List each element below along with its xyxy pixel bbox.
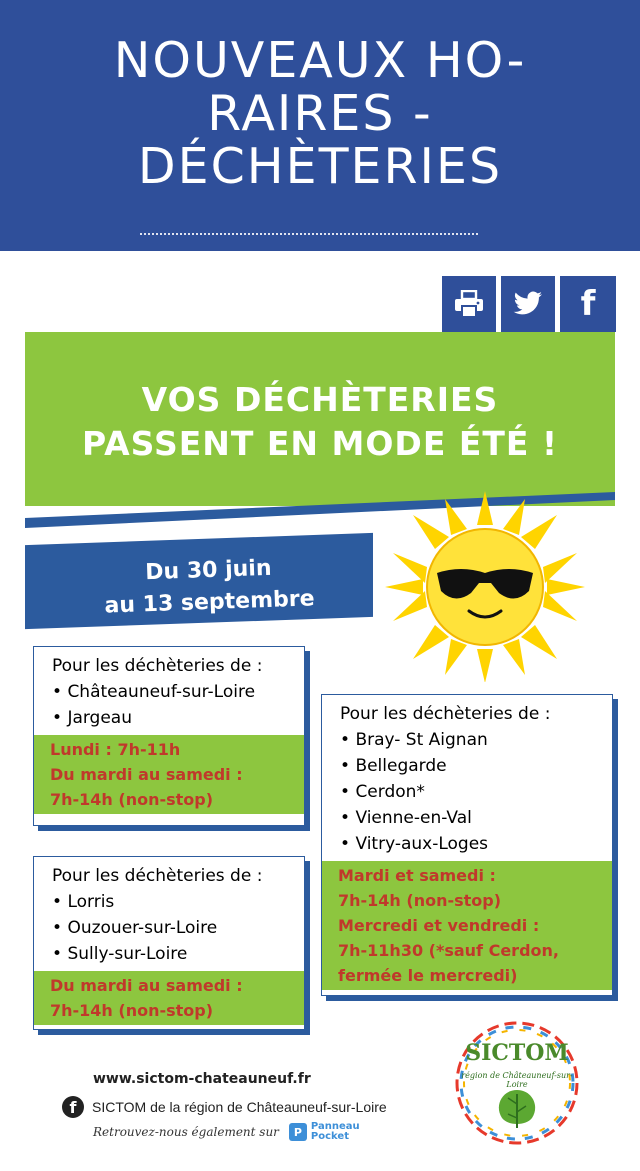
hours-line: Mercredi et vendredi : bbox=[338, 916, 540, 935]
facebook-page-link[interactable] bbox=[62, 1096, 387, 1118]
hours-line: 7h-11h30 (*sauf Cerdon, bbox=[338, 941, 559, 960]
hours-line: Du mardi au samedi : bbox=[50, 765, 243, 784]
list-item: • Sully-sur-Loire bbox=[52, 941, 304, 967]
card-title: Pour les déchèteries de : bbox=[52, 656, 263, 676]
twitter-share-button[interactable] bbox=[501, 276, 555, 332]
site-list bbox=[322, 727, 612, 857]
list-item: • Châteauneuf-sur-Loire bbox=[52, 679, 304, 705]
date-range bbox=[78, 550, 340, 623]
facebook-share-button[interactable] bbox=[560, 276, 616, 332]
title-divider bbox=[140, 233, 478, 235]
title-line-3: DÉCHÈTERIES bbox=[137, 138, 503, 195]
panneau-pocket-icon: P bbox=[289, 1123, 307, 1141]
card-chateauneuf-jargeau bbox=[33, 646, 305, 826]
hours-line: fermée le mercredi) bbox=[338, 966, 518, 985]
date-line-1: Du 30 juin bbox=[144, 555, 272, 586]
logo-title: SICTOM bbox=[465, 1040, 569, 1066]
opening-hours bbox=[34, 735, 304, 814]
list-item: • Cerdon* bbox=[340, 779, 612, 805]
title-line-2: RAIRES - bbox=[207, 85, 433, 142]
opening-hours bbox=[34, 971, 304, 1025]
card-bray-bellegarde-cerdon bbox=[321, 694, 613, 996]
list-item: • Lorris bbox=[52, 889, 304, 915]
card-title: Pour les déchèteries de : bbox=[52, 866, 263, 886]
sictom-logo bbox=[452, 1018, 582, 1148]
hours-line: 7h-14h (non-stop) bbox=[50, 1001, 214, 1020]
card-title: Pour les déchèteries de : bbox=[340, 704, 551, 724]
card-lorris-ouzouer-sully bbox=[33, 856, 305, 1030]
title-line-1: NOUVEAUX HO- bbox=[113, 32, 527, 89]
panneau-pocket-line bbox=[93, 1122, 360, 1142]
hours-line: 7h-14h (non-stop) bbox=[50, 790, 214, 809]
headline-line-2: PASSENT EN MODE ÉTÉ ! bbox=[81, 424, 558, 463]
hours-line: Lundi : 7h-11h bbox=[50, 740, 181, 759]
date-line-2: au 13 septembre bbox=[104, 586, 315, 619]
print-icon bbox=[454, 290, 484, 318]
headline-line-1: VOS DÉCHÈTERIES bbox=[141, 380, 499, 419]
list-item: • Bellegarde bbox=[340, 753, 612, 779]
facebook-page-name: SICTOM de la région de Châteauneuf-sur-Loire bbox=[92, 1099, 387, 1115]
site-list bbox=[34, 889, 304, 967]
list-item: • Vitry-aux-Loges bbox=[340, 831, 612, 857]
retrouvez-text: Retrouvez-nous également sur bbox=[93, 1125, 279, 1139]
print-button[interactable] bbox=[442, 276, 496, 332]
facebook-icon: f bbox=[62, 1096, 84, 1118]
list-item: • Vienne-en-Val bbox=[340, 805, 612, 831]
panneau-pocket-logo bbox=[289, 1122, 360, 1142]
hours-line: Du mardi au samedi : bbox=[50, 976, 243, 995]
hours-line: Mardi et samedi : bbox=[338, 866, 496, 885]
facebook-icon: f bbox=[580, 284, 596, 324]
panneau-pocket-text bbox=[311, 1122, 360, 1142]
list-item: • Bray- St Aignan bbox=[340, 727, 612, 753]
site-list bbox=[34, 679, 304, 731]
website-link[interactable]: www.sictom-chateauneuf.fr bbox=[93, 1071, 311, 1087]
logo-subtitle: région de Châteauneuf-sur-Loire bbox=[461, 1071, 573, 1089]
list-item: • Ouzouer-sur-Loire bbox=[52, 915, 304, 941]
opening-hours bbox=[322, 861, 612, 990]
hours-line: 7h-14h (non-stop) bbox=[338, 891, 502, 910]
page-header bbox=[0, 0, 640, 251]
sun-with-sunglasses-icon bbox=[373, 482, 603, 682]
twitter-icon bbox=[513, 291, 543, 317]
page-title bbox=[0, 34, 640, 193]
panneau-word: Panneau bbox=[310, 1121, 360, 1132]
pocket-word: Pocket bbox=[310, 1131, 349, 1142]
list-item: • Jargeau bbox=[52, 705, 304, 731]
